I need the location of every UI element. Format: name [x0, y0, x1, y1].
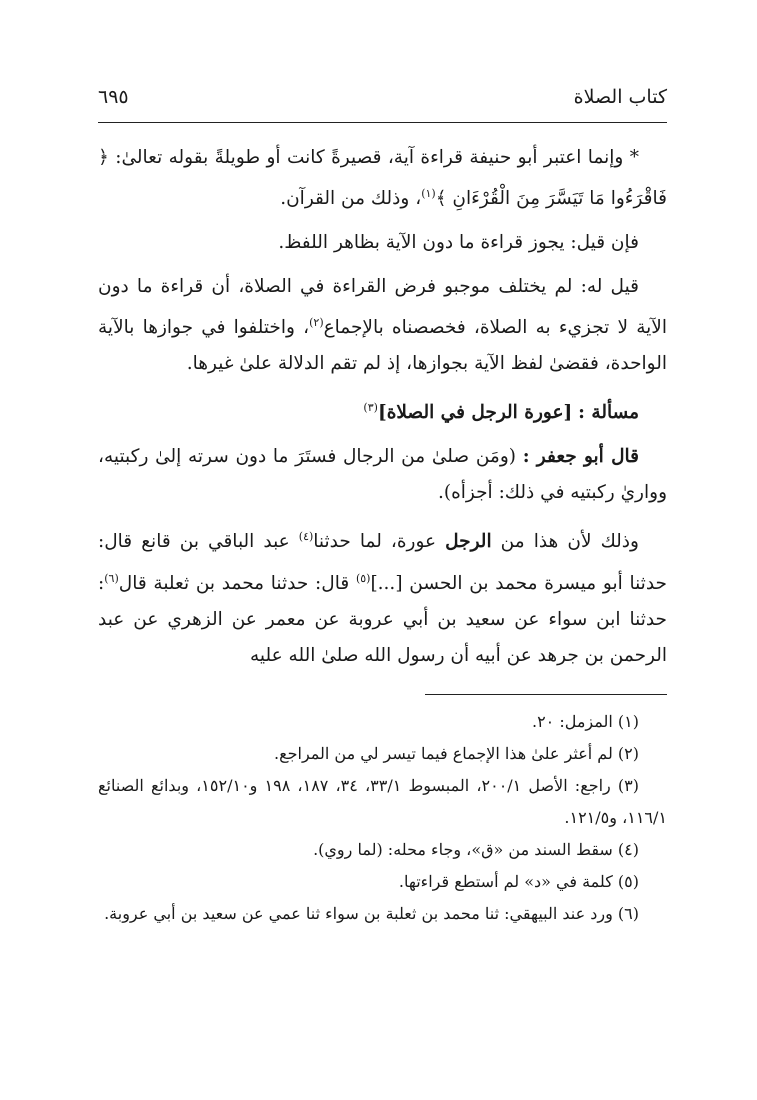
p5-text-b: عورة، لما حدثنا — [313, 531, 437, 553]
footnotes — [98, 706, 667, 930]
footnote-ref-1: (١) — [421, 187, 436, 200]
footnote-3: (٣) راجع: الأصل ٢٠٠/١، المبسوط ٣٣/١، ٣٤، ١٨٧، ١٩٨ و١٥٢/١٠، وبدائع الصنائع ١١٦/١، و١٢١/٥. — [98, 776, 667, 827]
footnote-4: (٤) سقط السند من «ق»، وجاء محله: (لما روي). — [313, 840, 639, 859]
issue-title: [عورة الرجل في الصلاة] — [377, 402, 573, 424]
footnote-ref-2: (٢) — [309, 316, 324, 330]
running-header — [98, 86, 667, 116]
footnote-ref-6: (٦) — [104, 571, 119, 585]
book-title: كتاب الصلاة — [573, 86, 667, 108]
p5-bold-word: الرجل — [445, 531, 492, 553]
footnote-2: (٢) لم أعثر علىٰ هذا الإجماع فيما تيسر لي من المراجع. — [274, 744, 639, 763]
p5-text-a: وذلك لأن هذا من — [500, 531, 639, 553]
p5-text-e: : حدثنا ابن سواء عن سعيد بن أبي عروبة عن معمر عن الزهري عن عبد الرحمن بن جرهد عن أبيه أن رسول الله صلىٰ الله عليه — [98, 572, 667, 666]
footnote-ref-4: (٤) — [298, 530, 314, 544]
paragraph-4 — [98, 439, 667, 511]
header-rule — [98, 122, 667, 123]
p3-text-a: قيل له: لم يختلف موجبو فرض القراءة في الصلاة، أن قراءة ما دون الآية لا تجزيء به الصلاة، فخصصناه بالإجماع — [98, 276, 667, 339]
p1-end: ، وذلك من القرآن. — [280, 188, 422, 210]
footnote-1: (١) المزمل: ٢٠. — [531, 712, 639, 731]
p1-line1: * وإنما اعتبر أبو حنيفة قراءة آية، قصيرةً كانت أو طويلةً بقوله تعالىٰ: — [115, 147, 639, 168]
p5-text-d: قال: حدثنا محمد بن ثعلبة قال — [118, 572, 350, 594]
paragraph-2: فإن قيل: يجوز قراءة ما دون الآية بظاهر اللفظ. — [278, 232, 639, 254]
paragraph-3 — [98, 269, 667, 382]
main-text — [98, 140, 667, 682]
p4-text: (ومَن صلىٰ من الرجال فستَرَ ما دون سرته إلىٰ ركبتيه، وواريٰ ركبتيه في ذلك: أجزأه). — [98, 446, 667, 504]
footnote-ref-5: (٥) — [355, 571, 371, 585]
paragraph-5 — [98, 519, 667, 673]
quran-verse: ﴿ فَاقْرَءُوا مَا تَيَسَّرَ مِنَ الْقُرْءَانِ ﴾ — [98, 147, 667, 210]
footnote-5: (٥) كلمة في «د» لم أستطع قراءتها. — [398, 872, 639, 891]
abu-jafar-label: قال أبو جعفر : — [522, 446, 639, 468]
p3-text-b: ، واختلفوا في جوازها بالآية الواحدة، فقضىٰ لفظ الآية بجوازها، إذ لم تقم الدلالة علىٰ غيرها. — [98, 317, 667, 375]
paragraph-1 — [98, 140, 667, 217]
issue-heading — [98, 390, 667, 431]
issue-label: مسألة : — [578, 402, 639, 424]
footnote-ref-3: (٣) — [363, 401, 378, 415]
footnote-separator — [425, 694, 667, 695]
footnote-6: (٦) ورد عند البيهقي: ثنا محمد بن ثعلبة بن سواء ثنا عمي عن سعيد بن أبي عروبة. — [104, 904, 639, 923]
page-number: ٦٩٥ — [98, 86, 129, 108]
p5-text-c: عبد الباقي بن قانع قال: حدثنا أبو ميسرة محمد بن الحسن [...] — [98, 531, 667, 594]
